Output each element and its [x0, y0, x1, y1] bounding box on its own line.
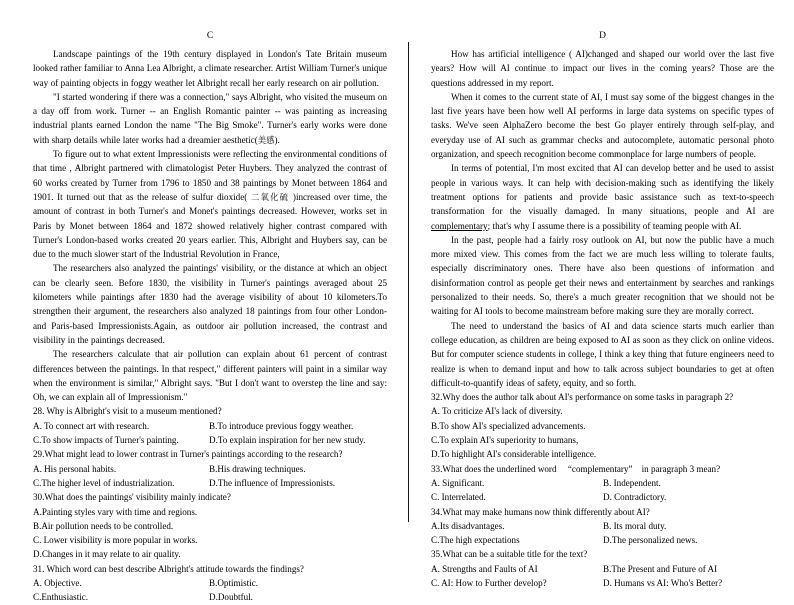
passage-c-paragraph-5: The researchers calculate that air pollution can explain about 61 percent of contrast differences between the paintings. In that respect," different painters will paint in a similar way when the environment is similar," Albright says. "But I don't want to overstep the line and say: Oh, we can explain all of Impressionism."	[33, 349, 387, 403]
passage-d-paragraph-4: In the past, people had a fairly rosy outlook on AI, but now the public have a much more mixed view. This comes from the fact we are much less willing to tolerate faults, especially discriminatory ones. There have also been questions of information and disinformation control as people get their news and entertainment by searches and rankings personalized to their needs. So, there's a much greater recognition that we should not be waiting for AI tools to become mainstream before making sure they are morally correct.	[431, 234, 774, 317]
passage-d-paragraph-1: How has artificial intelligence ( AI)changed and shaped our world over the last five years? How will AI continue to impact our lives in the coming years? Those are the questions addressed in my report.	[431, 49, 774, 88]
passage-c-paragraph-1: Landscape paintings of the 19th century displayed in London's Tate Britain museum looked rather familiar to Anna Lea Albright, a climate researcher. Artist William Turner's unique way of painting objects in foggy weather let Albright recall her early research on air pollution.	[33, 49, 387, 88]
question-31-option-d[interactable]: D.Doubtful.	[209, 592, 253, 603]
question-35	[431, 547, 774, 590]
passage-d-paragraph-2: When it comes to the current state of AI, I must say some of the biggest changes in the last five years have been how well AI performs in large data systems on specific types of tasks. We've seen AlphaZero become the best Go player entirely through self-play, and everyday use of AI such as grammar checks and autocomplete, automatic personal photo organization, and speech recognition become commonplace for large numbers of people.	[431, 91, 774, 160]
question-34-options-row-1	[431, 519, 774, 533]
question-29-option-b[interactable]: B.His drawing techniques.	[209, 463, 306, 474]
question-31-option-c[interactable]: C.Enthusiastic.	[33, 592, 89, 603]
question-32-option-a[interactable]: A. To criticize AI's lack of diversity.	[431, 406, 563, 417]
question-29-options-row-1	[33, 462, 387, 476]
passage-c-paragraph-3: To figure out to what extent Impressionists were reflecting the environmental conditions of that time , Albright partnered with climatologist Peter Huybers. They analyzed the contrast of 60 works created by Turner from 1796 to 1850 and 38 paintings by Monet between 1864 and 1901. It turned out that as the release of sulfur dioxide( 二氧化硫 )increased over time, the amount of contrast in both Turner's and Monet's paintings decreased. However, works set in Paris by Monet between 1864 and 1872 showed relatively higher contrast compared with Turner's London-based works created 20 years earlier. This, Albright and Huybers say, can be due to the much slower start of the Industrial Revolution in France,	[33, 149, 388, 260]
passage-column-d	[409, 0, 794, 588]
question-31	[33, 562, 387, 605]
question-28-option-b[interactable]: B.To introduce previous foggy weather.	[209, 420, 354, 431]
question-32-stem: 32.Why does the author talk about AI's performance on some tasks in paragraph 2?	[431, 392, 734, 403]
question-30	[33, 490, 387, 561]
question-30-stem: 30.What does the paintings' visibility mainly indicate?	[33, 492, 231, 503]
question-29-option-d[interactable]: D.The influence of Impressionists.	[209, 477, 336, 488]
passage-d-paragraph-3: In terms of potential, I'm most excited that AI can develop better and be used to assist people in various ways. It can help with decision-making such as identifying the likely treatment options for patients and provide basic assistance such as text-to-speech transformation for the visually damaged. In many situations, people and AI are complementary; that's why I assume there is a possibility of teaming people with AI.	[431, 163, 774, 231]
question-33-options-row-2	[431, 490, 774, 504]
question-29-option-c[interactable]: C.The higher level of industrialization.	[33, 477, 175, 488]
question-33-option-b[interactable]: B. Independent.	[603, 477, 661, 488]
underlined-vocabulary-word: complementary	[431, 220, 488, 231]
question-32-option-d[interactable]: D.To highlight AI's considerable intelligence.	[431, 449, 597, 460]
question-30-option-b[interactable]: B.Air pollution needs to be controlled.	[33, 520, 174, 531]
question-28-option-a[interactable]: A. To connect art with research.	[33, 420, 150, 431]
question-28-options-row-2	[33, 433, 387, 447]
question-30-option-a[interactable]: A.Painting styles vary with time and regions.	[33, 506, 198, 517]
chinese-gloss: 美感	[257, 134, 275, 145]
passage-c-paragraph-2: "I started wondering if there was a connection," says Albright, who visited the museum on a day off from work. Turner -- an English Romantic painter -- was painting as increasing industrial plants earned London the name "The Big Smoke". Turner's early works were done with sharp details while later works had a dreamier aesthetic(美感).	[33, 91, 387, 145]
question-34-option-a[interactable]: A.Its disadvantages.	[431, 520, 505, 531]
question-28-options-row-1	[33, 419, 387, 433]
question-34-stem: 34.What may make humans now think differently about AI?	[431, 506, 650, 517]
question-28-option-c[interactable]: C.To show impacts of Turner's painting.	[33, 435, 179, 446]
section-letter-c: C	[206, 31, 214, 41]
question-33-stem: 33.What does the underlined word “complementary” in paragraph 3 mean?	[431, 463, 721, 474]
question-35-options-row-1	[431, 562, 774, 576]
question-30-option-d[interactable]: D.Changes in it may relate to air quality.	[33, 549, 181, 560]
question-29	[33, 447, 387, 490]
chinese-gloss: 二氧化硫	[250, 191, 290, 202]
question-35-option-b[interactable]: B.The Present and Future of AI	[603, 563, 718, 574]
question-33-options-row-1	[431, 476, 774, 490]
question-32-option-b[interactable]: B.To show AI's specialized advancements.	[431, 420, 586, 431]
question-34	[431, 505, 774, 548]
question-35-option-d[interactable]: D. Humans vs AI: Who's Better?	[603, 577, 723, 588]
section-letter-d: D	[599, 31, 606, 41]
question-34-options-row-2	[431, 533, 774, 547]
question-31-options-row-2	[33, 590, 387, 604]
question-31-stem: 31. Which word can best describe Albright's attitude towards the findings?	[33, 563, 304, 574]
question-35-option-c[interactable]: C. AI: How to Further develop?	[431, 577, 547, 588]
question-32-option-c[interactable]: C.To explain AI's superiority to humans,	[431, 435, 579, 446]
question-28	[33, 404, 387, 447]
question-35-option-a[interactable]: A. Strengths and Faults of AI	[431, 563, 538, 574]
question-34-option-d[interactable]: D.The personalized news.	[603, 535, 698, 546]
question-29-options-row-2	[33, 476, 387, 490]
question-32	[431, 390, 774, 461]
question-28-stem: 28. Why is Albright's visit to a museum mentioned?	[33, 406, 222, 417]
question-35-stem: 35.What can be a suitable title for the text?	[431, 549, 588, 560]
question-33-option-a[interactable]: A. Significant.	[431, 477, 485, 488]
question-30-option-c[interactable]: C. Lower visibility is more popular in works.	[33, 535, 198, 546]
question-28-option-d[interactable]: D.To explain inspiration for her new study.	[209, 435, 366, 446]
question-33	[431, 462, 774, 505]
question-34-option-b[interactable]: B. Its moral duty.	[603, 520, 667, 531]
passage-c-paragraph-4: The researchers also analyzed the paintings' visibility, or the distance at which an object can be clearly seen. Before 1830, the visibility in Turner's paintings averaged about 25 kilometers while paintings after 1830 had the average visibility of about 10 kilometers.To strengthen their argument, the researchers also analyzed 18 paintings from four other London- and Paris-based Impressionists.Again, as outdoor air pollution increased, the contrast and visibility in the paintings decreased.	[33, 263, 387, 345]
question-29-option-a[interactable]: A. His personal habits.	[33, 463, 117, 474]
question-34-option-c[interactable]: C.The high expectations	[431, 535, 520, 546]
question-33-option-d[interactable]: D. Contradictory.	[603, 492, 667, 503]
question-29-stem: 29.What might lead to lower contrast in Turner's paintings according to the research?	[33, 449, 343, 460]
question-31-option-a[interactable]: A. Objective.	[33, 577, 82, 588]
question-33-option-c[interactable]: C. Interrelated.	[431, 492, 486, 503]
passage-d-paragraph-5: The need to understand the basics of AI and data science starts much earlier than college education, as children are being exposed to AI as soon as they click on online videos. But for computer science students in college, I think a key thing that future engineers need to realize is when to demand input and how to talk across subject boundaries to get at often difficult-to-quantify ideas of safety, equity, and so forth.	[431, 320, 774, 388]
question-31-options-row-1	[33, 576, 387, 590]
question-35-options-row-2	[431, 576, 774, 590]
question-31-option-b[interactable]: B.Optimistic.	[209, 577, 259, 588]
